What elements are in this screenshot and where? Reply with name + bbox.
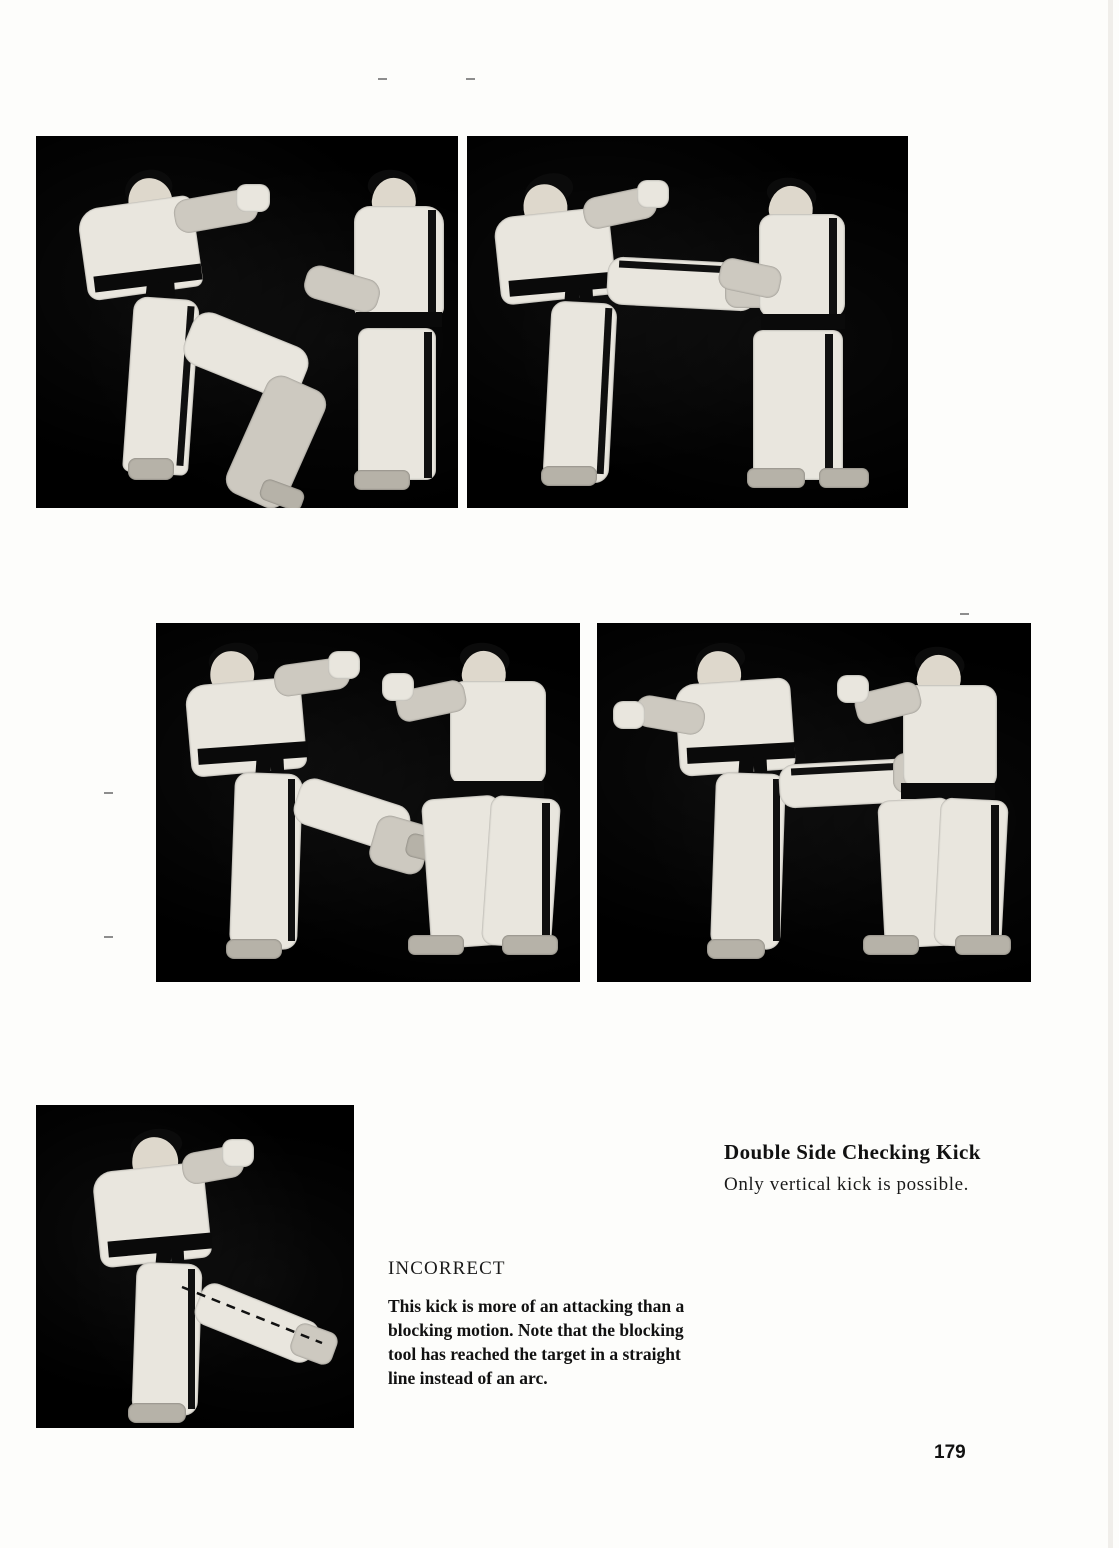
registration-mark-top [378, 78, 387, 80]
technique-title: Double Side Checking Kick [724, 1140, 981, 1164]
incorrect-description: This kick is more of an attacking than a blocking motion. Note that the blocking tool has reached the target in a straight line instead of an arc. [388, 1296, 685, 1389]
page-edge-strip [1108, 0, 1113, 1548]
photo-top-left [36, 136, 458, 508]
incorrect-label: INCORRECT [388, 1258, 506, 1279]
photo-bottom-left-incorrect [36, 1105, 354, 1428]
registration-mark-top-2 [466, 78, 475, 80]
photo-middle-left [156, 623, 580, 982]
registration-mark-left [104, 792, 113, 794]
photo-top-right [467, 136, 908, 508]
page-number: 179 [934, 1442, 966, 1463]
technique-subtitle: Only vertical kick is possible. [724, 1174, 969, 1195]
registration-mark-left-2 [104, 936, 113, 938]
trajectory-dashed-line [36, 1105, 354, 1428]
photo-middle-right [597, 623, 1031, 982]
registration-mark-right [960, 613, 969, 615]
